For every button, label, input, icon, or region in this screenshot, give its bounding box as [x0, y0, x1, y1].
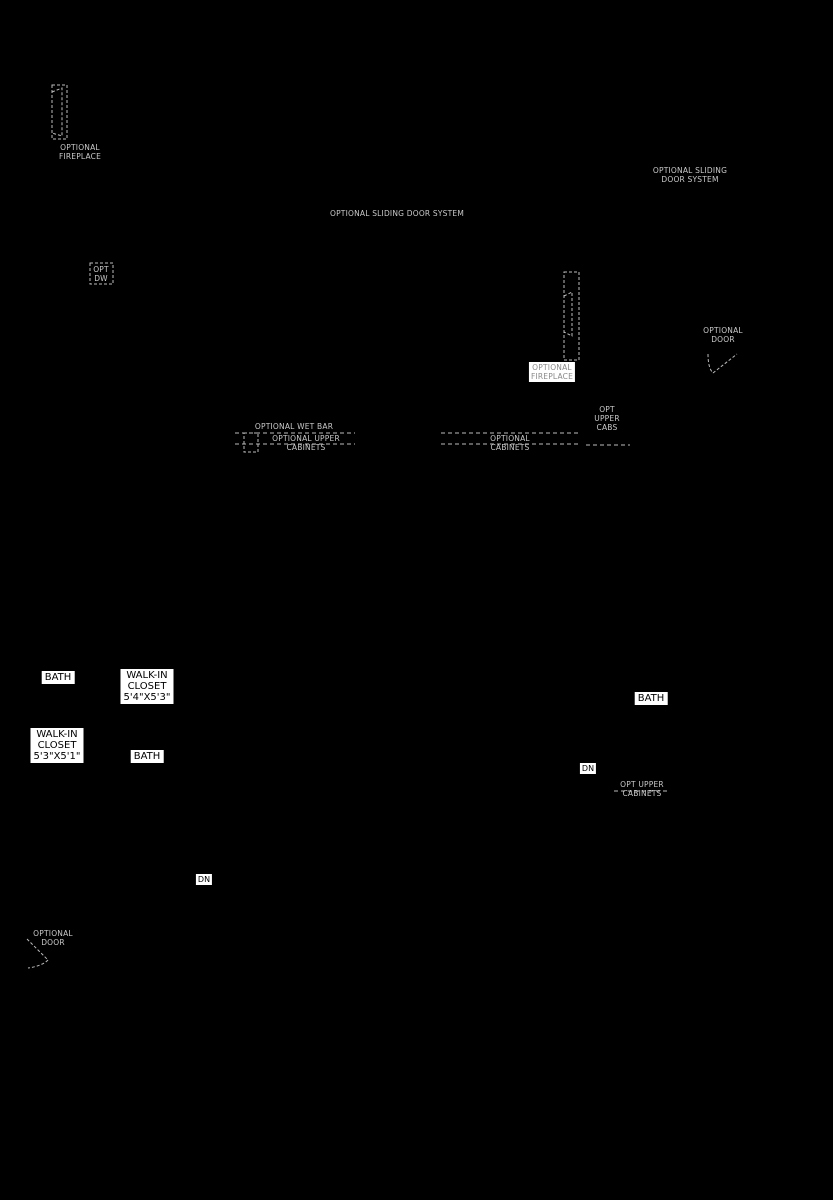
cabinet-dashed-lines: [235, 433, 670, 791]
optional-door-label-left: OPTIONAL DOOR: [33, 929, 73, 947]
optional-fireplace-label-center: OPTIONAL FIREPLACE: [530, 363, 574, 381]
room-walk-in-closet-1: WALK-IN CLOSET 5'4"X5'3": [121, 669, 174, 704]
opt-upper-cabs-label: OPT UPPER CABS: [594, 405, 620, 432]
stair-down-label-left: DN: [197, 875, 211, 884]
stair-down-label-right: DN: [581, 764, 595, 773]
optional-door-label-right: OPTIONAL DOOR: [703, 326, 743, 344]
optional-cabinets-label-center: OPTIONAL CABINETS: [490, 434, 530, 452]
room-bath-upper-left: BATH: [42, 671, 75, 684]
optional-sliding-door-system-label-center: OPTIONAL SLIDING DOOR SYSTEM: [329, 209, 465, 218]
room-walk-in-closet-2: WALK-IN CLOSET 5'3"X5'1": [31, 728, 84, 763]
opt-upper-cabinets-label-right: OPT UPPER CABINETS: [620, 780, 664, 798]
opt-dw-label: OPT DW: [93, 265, 109, 283]
fireplace-symbol-center: [564, 272, 579, 360]
optional-fireplace-label-left: OPTIONAL FIREPLACE: [58, 143, 102, 161]
optional-sliding-door-system-label-right: OPTIONAL SLIDING DOOR SYSTEM: [652, 166, 728, 184]
optional-wet-bar-label: OPTIONAL WET BAR: [254, 422, 334, 431]
room-bath-right: BATH: [635, 692, 668, 705]
wet-bar-sink: [244, 433, 258, 452]
room-bath-middle-left: BATH: [131, 750, 164, 763]
door-swing-right: [708, 354, 737, 373]
fireplace-symbol-left: [52, 85, 67, 139]
optional-upper-cabinets-label-left: OPTIONAL UPPER CABINETS: [272, 434, 340, 452]
